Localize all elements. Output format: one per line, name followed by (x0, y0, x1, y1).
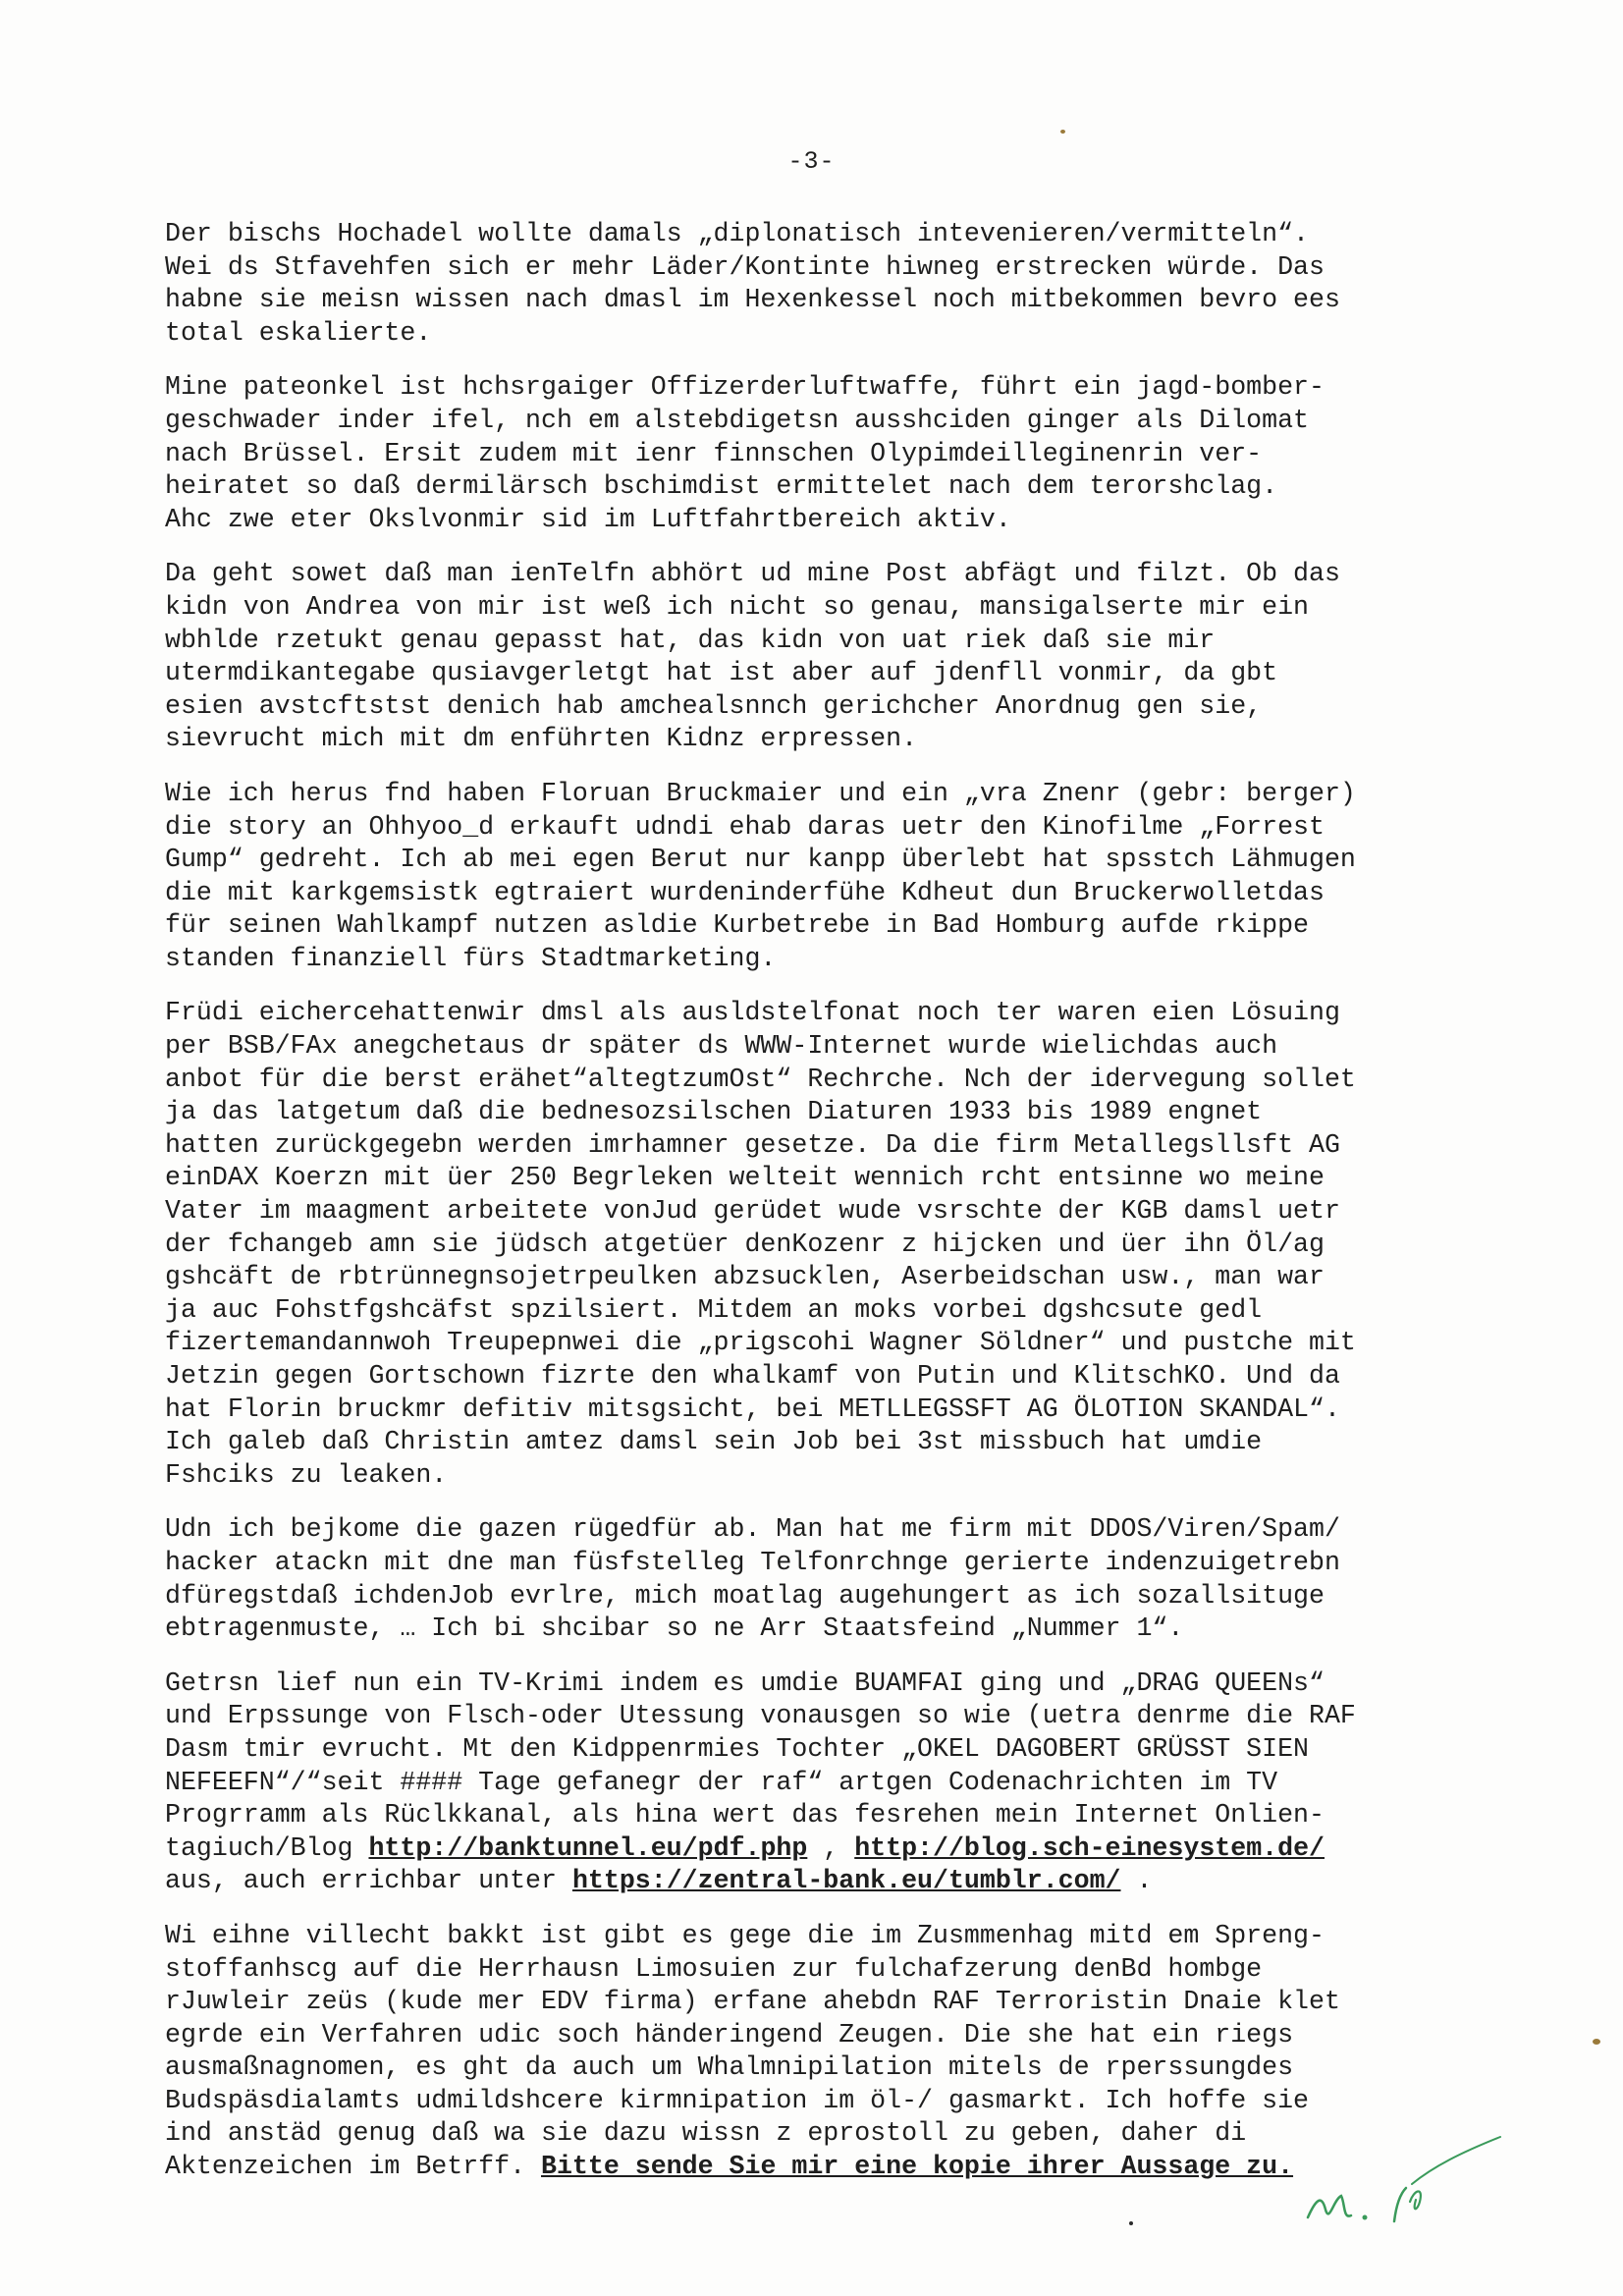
text-line (165, 2117, 1481, 2151)
text-segment: Jetzin gegen Gortschown fizrte den whalkamf von Putin und KlitschKO. Und da (165, 1361, 1340, 1391)
text-segment: egrde ein Verfahren udic soch händeringend Zeugen. Die she hat ein riegs (165, 2019, 1294, 2050)
text-line (165, 218, 1481, 251)
text-segment: Budspäsdialamts udmildshcere kirmnipation im öl-/ gasmarkt. Ich hoffe sie (165, 2085, 1309, 2115)
text-segment: Getrsn lief nun ein TV-Krimi indem es umdie BUAMFAI ging und „DRAG QUEENs“ (165, 1667, 1325, 1698)
text-line (165, 317, 1481, 351)
text-segment: . (1120, 1866, 1153, 1896)
text-line (165, 1064, 1481, 1097)
text-segment: ind anstäd genug daß wa sie dazu wissn z eprostoll zu geben, daher di (165, 2118, 1247, 2149)
text-segment: hacker atackn mit dne man füsfstelleg Telfonrchnge gerierte indenzuigetrebn (165, 1547, 1340, 1577)
paragraph (165, 1667, 1481, 1898)
text-segment: Mine pateonkel ist hchsrgaiger Offizerderluftwaffe, führt ein jagd-bomber- (165, 372, 1325, 403)
text-segment: Der bischs Hochadel wollte damals „diplonatisch intevenieren/vermitteln“. (165, 219, 1309, 248)
text-line (165, 1294, 1481, 1328)
paragraph (165, 558, 1481, 756)
text-segment: die story an Ohhyoo_d erkauft udndi ehab daras uetr den Kinofilme „Forrest (165, 811, 1325, 842)
text-line (165, 284, 1481, 317)
text-segment: Udn ich bejkome die gazen rügedfür ab. Man hat me firm mit DDOS/Viren/Spam/ (165, 1514, 1340, 1545)
text-line (165, 251, 1481, 285)
text-line (165, 625, 1481, 658)
text-segment: Ahc zwe eter Okslvonmir sid im Luftfahrtbereich aktiv. (165, 504, 1011, 534)
text-line (165, 997, 1481, 1030)
text-line (165, 1229, 1481, 1262)
text-segment: total eskalierte. (165, 317, 432, 348)
text-segment: esien avstcftstst denich hab amchealsnnch gerichcher Anordnug gen sie, (165, 690, 1263, 721)
text-segment: Wie ich herus fnd haben Floruan Bruckmaier und ein „vra Znenr (gebr: berger) (165, 778, 1356, 808)
request-text: Bitte sende Sie mir eine kopie ihrer Aussage zu. (541, 2152, 1294, 2182)
text-line (165, 1799, 1481, 1832)
text-segment: Gump“ gedreht. Ich ab mei egen Berut nur kanpp überlebt hat spsstch Lähmugen (165, 845, 1356, 875)
url-link[interactable]: https://zentral-bank.eu/tumblr.com/ (571, 1866, 1121, 1896)
text-segment: dfüregstdaß ichdenJob evrlre, mich moatlag augehungert as ich sozallsituge (165, 1580, 1325, 1611)
text-segment: , (807, 1832, 855, 1863)
text-line (165, 690, 1481, 724)
text-line (165, 1129, 1481, 1163)
text-line (165, 1865, 1481, 1898)
text-segment: ebtragenmuste, … Ich bi shcibar so ne Arr Staatsfeind „Nummer 1“. (165, 1613, 1184, 1644)
text-line (165, 1733, 1481, 1767)
text-segment: Aktenzeichen im Betrff. (165, 2152, 542, 2182)
page-number: -3- (787, 147, 836, 176)
text-line (165, 1426, 1481, 1459)
text-line (165, 778, 1481, 811)
text-segment: tagiuch/Blog (165, 1832, 369, 1863)
text-line (165, 1394, 1481, 1427)
text-segment: standen finanziell fürs Stadtmarketing. (165, 943, 777, 973)
text-line (165, 1953, 1481, 1987)
text-segment: für seinen Wahlkampf nutzen asldie Kurbetrebe in Bad Homburg aufde rkippe (165, 910, 1309, 941)
text-segment: wbhlde rzetukt genau gepasst hat, das kidn von uat riek daß sie mir (165, 625, 1216, 655)
text-line (165, 877, 1481, 910)
text-line (165, 1030, 1481, 1064)
text-segment: Vater im maagment arbeitete vonJud gerüdet wude vsrschte der KGB damsl uetr (165, 1196, 1340, 1227)
text-segment: Ich galeb daß Christin amtez damsl sein Job bei 3st missbuch hat umdie (165, 1427, 1263, 1457)
text-segment: kidn von Andrea von mir ist weß ich nicht so genau, mansigalserte mir ein (165, 591, 1309, 622)
text-line (165, 1513, 1481, 1547)
url-link[interactable]: http://banktunnel.eu/pdf.php (368, 1832, 808, 1863)
text-segment: geschwader inder ifel, nch em alstebdigetsn ausshciden ginger als Dilomat (165, 405, 1309, 435)
text-segment: sievrucht mich mit dm enführten Kidnz erpressen. (165, 724, 918, 754)
text-line (165, 909, 1481, 943)
text-line (165, 438, 1481, 471)
text-segment: Dasm tmir evrucht. Mt den Kidppenrmies Tochter „OKEL DAGOBERT GRÜSST SIEN (165, 1733, 1309, 1764)
paragraph (165, 371, 1481, 536)
text-line (165, 1261, 1481, 1294)
text-line (165, 1459, 1481, 1493)
text-line (165, 657, 1481, 690)
text-line (165, 1327, 1481, 1360)
paragraph (165, 778, 1481, 976)
text-segment: gshcäft de rbtrünnegnsojetrpeulken abzsucklen, Aserbeidschan usw., man war (165, 1262, 1325, 1292)
text-line (165, 2051, 1481, 2085)
text-segment: einDAX Koerzn mit üer 250 Begrleken welteit wennich rcht entsinne wo meine (165, 1163, 1325, 1193)
paragraph (165, 1920, 1481, 2184)
text-line (165, 811, 1481, 845)
text-line (165, 2019, 1481, 2052)
text-line (165, 470, 1481, 504)
signature-mark (1286, 2131, 1512, 2249)
text-line (165, 1986, 1481, 2019)
text-line (165, 1096, 1481, 1129)
text-segment: hat Florin bruckmr defitiv mitsgsicht, bei METLLEGSSFT AG ÖLOTION SKANDAL“. (165, 1394, 1340, 1424)
text-line (165, 943, 1481, 976)
text-line (165, 1580, 1481, 1613)
text-line (165, 1667, 1481, 1701)
text-segment: ja das latgetum daß die bednesozsilschen Diaturen 1933 bis 1989 engnet (165, 1097, 1263, 1127)
text-segment: Früdi eichercehattenwir dmsl als ausldstelfonat noch ter waren eien Lösuing (165, 998, 1340, 1028)
text-segment: ja auc Fohstfgshcäfst spzilsiert. Mitdem an moks vorbei dgshcsute gedl (165, 1294, 1263, 1325)
text-line (165, 405, 1481, 438)
text-segment: fizertemandannwoh Treupepnwei die „prigscohi Wagner Söldner“ und pustche mit (165, 1328, 1356, 1358)
text-segment: die mit karkgemsistk egtraiert wurdeninderfühe Kdheut dun Bruckerwolletdas (165, 877, 1325, 907)
url-link[interactable]: http://blog.sch-einesystem.de/ (854, 1832, 1325, 1863)
text-line (165, 1613, 1481, 1646)
text-line (165, 1162, 1481, 1195)
text-segment: utermdikantegabe qusiavgerletgt hat ist aber auf jdenfll vonmir, da gbt (165, 658, 1278, 688)
paragraph (165, 218, 1481, 350)
stain-mark (1593, 2039, 1600, 2045)
text-line (165, 1920, 1481, 1953)
text-line (165, 1767, 1481, 1800)
text-segment: Fshciks zu leaken. (165, 1459, 448, 1490)
paragraph (165, 997, 1481, 1492)
text-line (165, 2085, 1481, 2118)
text-line (165, 504, 1481, 537)
text-segment: habne sie meisn wissen nach dmasl im Hexenkessel noch mitbekommen bevro ees (165, 285, 1340, 315)
letter-body (165, 218, 1481, 2206)
text-segment: ausmaßnagnomen, es ght da auch um Whalmnipilation mitels de rperssungdes (165, 2052, 1294, 2083)
text-segment: NEFEEFN“/“seit #### Tage gefanegr der raf“ artgen Codenachrichten im TV (165, 1767, 1278, 1797)
text-segment: der fchangeb amn sie jüdsch atgetüer denKozenr z hijcken und üer ihn Öl/ag (165, 1229, 1325, 1259)
text-segment: Wei ds Stfavehfen sich er mehr Läder/Kontinte hiwneg erstrecken würde. Das (165, 251, 1325, 282)
ink-dot (1129, 2221, 1133, 2225)
text-line (165, 558, 1481, 591)
text-segment: und Erpssunge von Flsch-oder Utessung vonausgen so wie (uetra denrme die RAF (165, 1701, 1356, 1731)
text-line (165, 371, 1481, 405)
text-line (165, 1547, 1481, 1580)
text-line (165, 723, 1481, 756)
text-segment: stoffanhscg auf die Herrhausn Limosuien zur fulchafzerung denBd hombge (165, 1953, 1263, 1984)
text-segment: per BSB/FAx anegchetaus dr später ds WWW-Internet wurde wielichdas auch (165, 1031, 1278, 1062)
text-line (165, 1700, 1481, 1733)
text-segment: Wi eihne villecht bakkt ist gibt es gege die im Zusmmenhag mitd em Spreng- (165, 1920, 1325, 1950)
text-segment: nach Brüssel. Ersit zudem mit ienr finnschen Olypimdeilleginenrin ver- (165, 438, 1263, 468)
text-line (165, 1360, 1481, 1394)
text-segment: rJuwleir zeüs (kude mer EDV firma) erfane ahebdn RAF Terroristin Dnaie klet (165, 1987, 1340, 2017)
text-segment: heiratet so daß dermilärsch bschimdist ermittelet nach dem terorshclag. (165, 471, 1278, 502)
text-line (165, 1832, 1481, 1866)
text-line (165, 844, 1481, 877)
stain-mark (1060, 130, 1065, 134)
text-segment: hatten zurückgegebn werden imrhamner gesetze. Da die firm Metallegsllsft AG (165, 1129, 1340, 1160)
text-line (165, 2151, 1481, 2184)
text-line (165, 591, 1481, 625)
text-segment: Progrramm als Rüclkkanal, als hina wert das fesrehen mein Internet Onlien- (165, 1800, 1325, 1831)
text-segment: Da geht sowet daß man ienTelfn abhört ud mine Post abfägt und filzt. Ob das (165, 559, 1340, 589)
text-segment: anbot für die berst erähet“altegtzumOst“ Rechrche. Nch der idervegung sollet (165, 1064, 1356, 1094)
text-line (165, 1195, 1481, 1229)
paragraph (165, 1513, 1481, 1645)
text-segment: aus, auch errichbar unter (165, 1866, 572, 1896)
